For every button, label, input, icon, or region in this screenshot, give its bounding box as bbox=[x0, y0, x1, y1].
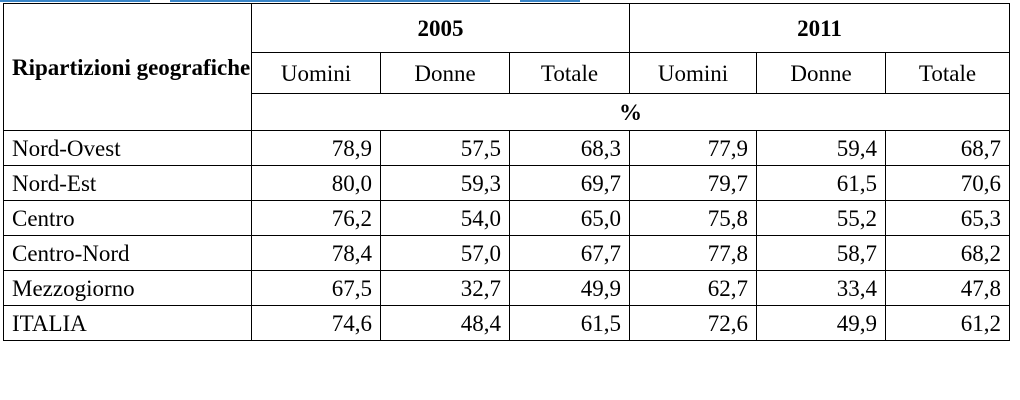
value-cell: 48,4 bbox=[381, 306, 510, 341]
table-row bbox=[4, 166, 1010, 201]
table-row bbox=[4, 236, 1010, 271]
header-row-years bbox=[4, 4, 1010, 53]
column-header: Uomini bbox=[630, 53, 757, 94]
value-cell: 54,0 bbox=[381, 201, 510, 236]
value-cell: 69,7 bbox=[510, 166, 630, 201]
value-cell: 77,9 bbox=[630, 131, 757, 166]
region-cell: Centro bbox=[4, 201, 252, 236]
value-cell: 70,6 bbox=[886, 166, 1010, 201]
value-cell: 32,7 bbox=[381, 271, 510, 306]
value-cell: 61,5 bbox=[510, 306, 630, 341]
table-row bbox=[4, 271, 1010, 306]
value-cell: 67,5 bbox=[252, 271, 381, 306]
value-cell: 55,2 bbox=[757, 201, 886, 236]
value-cell: 58,7 bbox=[757, 236, 886, 271]
region-cell: Mezzogiorno bbox=[4, 271, 252, 306]
corner-header: Ripartizioni geografiche bbox=[4, 4, 252, 131]
value-cell: 61,5 bbox=[757, 166, 886, 201]
table-row bbox=[4, 131, 1010, 166]
data-table bbox=[3, 3, 1010, 341]
year-header-2005: 2005 bbox=[252, 4, 630, 53]
table-header bbox=[4, 4, 1010, 131]
year-header-2011: 2011 bbox=[630, 4, 1010, 53]
value-cell: 80,0 bbox=[252, 166, 381, 201]
column-header: Donne bbox=[381, 53, 510, 94]
value-cell: 62,7 bbox=[630, 271, 757, 306]
column-header: Uomini bbox=[252, 53, 381, 94]
unit-header: % bbox=[252, 94, 1010, 131]
value-cell: 33,4 bbox=[757, 271, 886, 306]
column-header: Donne bbox=[757, 53, 886, 94]
region-cell: Nord-Est bbox=[4, 166, 252, 201]
value-cell: 49,9 bbox=[510, 271, 630, 306]
value-cell: 78,9 bbox=[252, 131, 381, 166]
column-header: Totale bbox=[886, 53, 1010, 94]
value-cell: 77,8 bbox=[630, 236, 757, 271]
clipped-heading-fragment bbox=[0, 0, 1020, 2]
value-cell: 68,7 bbox=[886, 131, 1010, 166]
value-cell: 49,9 bbox=[757, 306, 886, 341]
region-cell: Centro-Nord bbox=[4, 236, 252, 271]
value-cell: 65,0 bbox=[510, 201, 630, 236]
value-cell: 75,8 bbox=[630, 201, 757, 236]
region-cell: ITALIA bbox=[4, 306, 252, 341]
value-cell: 68,3 bbox=[510, 131, 630, 166]
value-cell: 68,2 bbox=[886, 236, 1010, 271]
value-cell: 61,2 bbox=[886, 306, 1010, 341]
value-cell: 72,6 bbox=[630, 306, 757, 341]
value-cell: 74,6 bbox=[252, 306, 381, 341]
value-cell: 76,2 bbox=[252, 201, 381, 236]
column-header: Totale bbox=[510, 53, 630, 94]
value-cell: 47,8 bbox=[886, 271, 1010, 306]
table-row bbox=[4, 201, 1010, 236]
value-cell: 57,0 bbox=[381, 236, 510, 271]
value-cell: 67,7 bbox=[510, 236, 630, 271]
value-cell: 78,4 bbox=[252, 236, 381, 271]
value-cell: 57,5 bbox=[381, 131, 510, 166]
table-row bbox=[4, 306, 1010, 341]
value-cell: 79,7 bbox=[630, 166, 757, 201]
value-cell: 59,4 bbox=[757, 131, 886, 166]
region-cell: Nord-Ovest bbox=[4, 131, 252, 166]
table-body bbox=[4, 131, 1010, 341]
value-cell: 65,3 bbox=[886, 201, 1010, 236]
value-cell: 59,3 bbox=[381, 166, 510, 201]
